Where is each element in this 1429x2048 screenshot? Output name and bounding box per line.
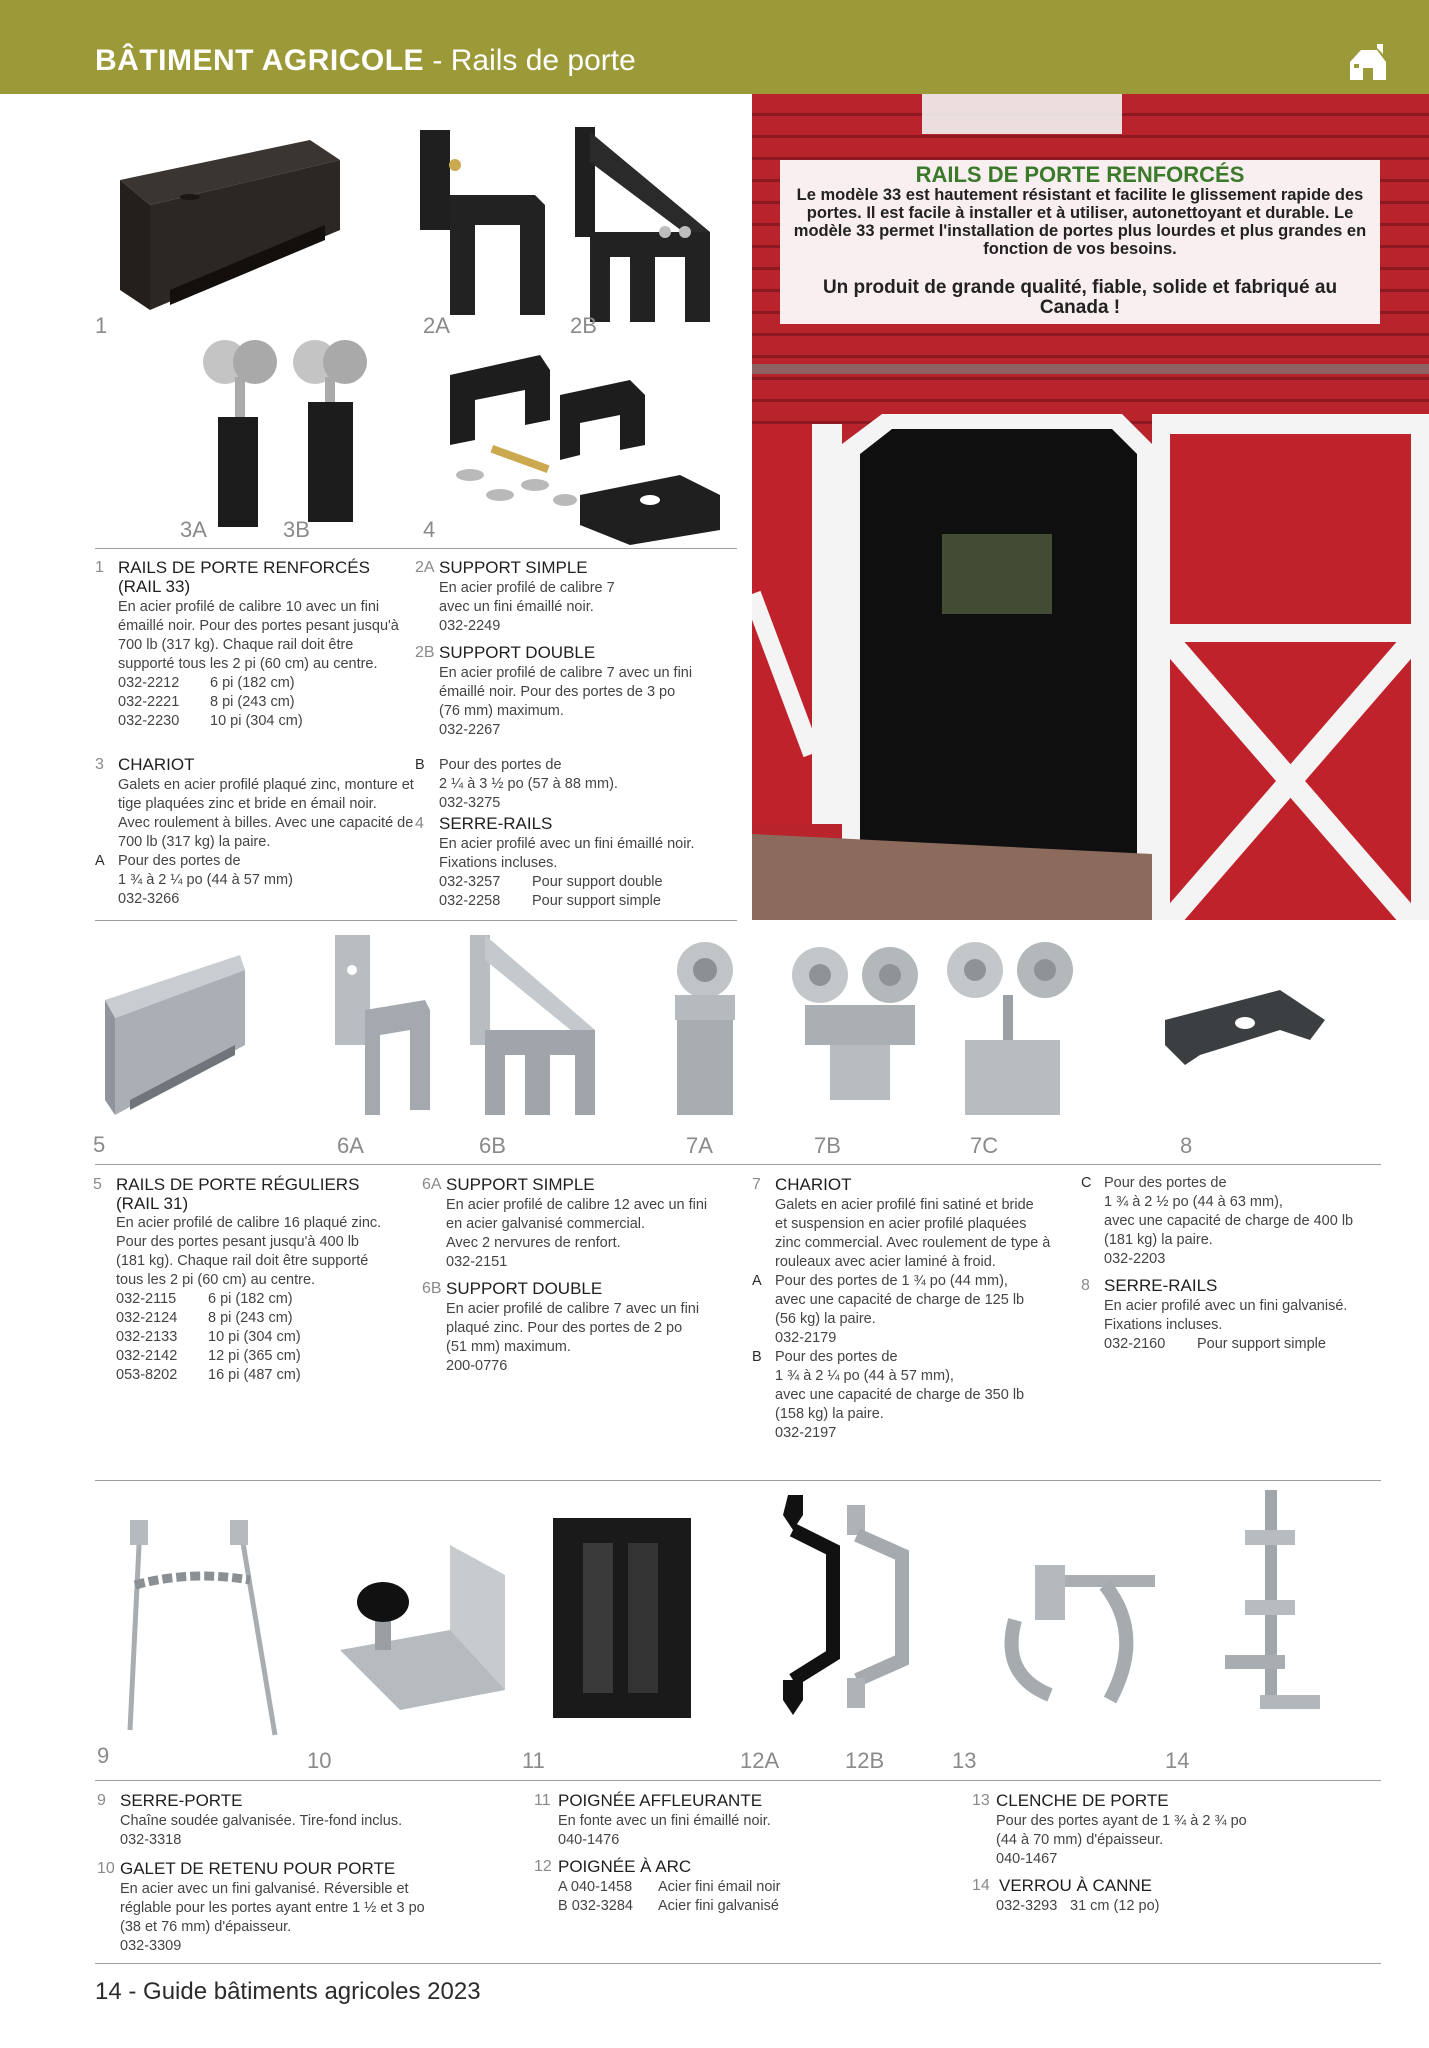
- item-number: 14: [972, 1877, 990, 1894]
- heavy-rail-image: [110, 120, 350, 320]
- item-description: En acier profilé avec un fini galvanisé. Fixations incluses.: [1104, 1298, 1348, 1333]
- item-title: SUPPORT DOUBLE: [439, 643, 596, 662]
- item-number: 2A: [415, 559, 435, 576]
- figure-label-2a: 2A: [423, 313, 450, 338]
- sku-detail: 6 pi (182 cm): [210, 675, 295, 691]
- sku-code: B 032-3284: [558, 1898, 633, 1914]
- trolley-black-image: [190, 337, 390, 537]
- sku-detail: 10 pi (304 cm): [208, 1329, 301, 1345]
- sku-detail: 31 cm (12 po): [1070, 1898, 1160, 1914]
- item-number: 6A: [422, 1176, 442, 1193]
- sku-row: [558, 1878, 781, 1897]
- item-title-sub: (RAIL 31): [116, 1194, 189, 1213]
- item-title: POIGNÉE AFFLEURANTE: [558, 1791, 763, 1810]
- sku-detail: Pour support double: [532, 874, 663, 890]
- sku-detail: 12 pi (365 cm): [208, 1348, 301, 1364]
- figure-label-3b: 3B: [283, 517, 310, 542]
- cane-bolt-image: [1220, 1490, 1325, 1715]
- sku-row: [116, 1366, 301, 1385]
- item-number: 2B: [415, 644, 435, 661]
- item-description: Galets en acier profilé plaqué zinc, monture et tige plaquées zinc et bride en émail noir. Avec roulement à billes. Avec une capacité de 700 lb (317 kg) la paire.: [118, 777, 414, 850]
- sku-row: [1104, 1335, 1326, 1354]
- sku-row: [116, 1347, 301, 1366]
- divider: [95, 1963, 1381, 1964]
- variant-description: Pour des portes de 1 ¾ po (44 mm), avec une capacité de charge de 125 lb (56 kg) la paire. 032-2179: [775, 1273, 1025, 1346]
- sku-detail: Pour support simple: [532, 893, 661, 909]
- sku-code: 032-2212: [118, 675, 180, 691]
- single-bracket-galvanized-image: [325, 930, 435, 1120]
- door-guide-roller-image: [320, 1540, 510, 1715]
- sku-code: 032-3293: [996, 1898, 1058, 1914]
- item-title: RAILS DE PORTE RÉGULIERS: [116, 1175, 360, 1194]
- sku-row: [439, 892, 661, 911]
- variant-description: Pour des portes de 2 ¼ à 3 ½ po (57 à 88 mm). 032-3275: [439, 757, 618, 811]
- trolley-7c-image: [945, 935, 1085, 1130]
- rail-clamp-galvanized-image: [1160, 985, 1330, 1070]
- item-description: En acier profilé de calibre 7 avec un fini émaillé noir. 032-2249: [439, 580, 615, 634]
- sku-row: [996, 1897, 1160, 1916]
- divider: [95, 1780, 1381, 1781]
- figure-label-6a: 6A: [337, 1133, 364, 1158]
- double-bracket-black-image: [570, 122, 720, 327]
- item-title: CLENCHE DE PORTE: [996, 1791, 1169, 1810]
- trolley-7a-image: [665, 935, 745, 1125]
- page-title-sub: - Rails de porte: [432, 44, 636, 77]
- item-number: 7: [752, 1176, 761, 1193]
- variant-description: Pour des portes de 1 ¾ à 2 ¼ po (44 à 57 mm), avec une capacité de charge de 350 lb (158 kg) la paire. 032-2197: [775, 1349, 1025, 1441]
- figure-label-6b: 6B: [479, 1133, 506, 1158]
- sku-code: 032-2160: [1104, 1336, 1166, 1352]
- sku-code: 032-2124: [116, 1310, 178, 1326]
- sku-row: [118, 674, 295, 693]
- barn-icon: [1347, 44, 1389, 82]
- sku-code: 032-2115: [116, 1291, 177, 1307]
- promo-body: Le modèle 33 est hautement résistant et facilite le glissement rapide des portes. Il est facile à installer et à utiliser, autonettoyant et durable. Le modèle 33 permet l'installation de portes plus lourdes et plus grandes en fonction de vos besoins.: [793, 186, 1367, 258]
- item-title: POIGNÉE À ARC: [558, 1857, 692, 1876]
- figure-label-12b: 12B: [845, 1748, 885, 1773]
- variant-label: B: [415, 757, 425, 773]
- variant-description: Pour des portes de 1 ¾ à 2 ¼ po (44 à 57 mm) 032-3266: [118, 853, 293, 907]
- figure-label-12a: 12A: [740, 1748, 780, 1773]
- sku-row: [116, 1290, 293, 1309]
- item-title: CHARIOT: [118, 755, 195, 774]
- item-number: 8: [1081, 1277, 1090, 1294]
- sku-row: [116, 1309, 293, 1328]
- sku-detail: Acier fini émail noir: [658, 1879, 781, 1895]
- item-number: 3: [95, 756, 104, 773]
- sku-detail: 6 pi (182 cm): [208, 1291, 293, 1307]
- flush-pull-handle-image: [553, 1518, 691, 1718]
- item-number: 11: [534, 1792, 551, 1809]
- door-latch-image: [995, 1525, 1165, 1710]
- figure-label-10: 10: [307, 1748, 332, 1773]
- sku-detail: Pour support simple: [1197, 1336, 1326, 1352]
- figure-label-2b: 2B: [570, 313, 597, 338]
- item-description: En fonte avec un fini émaillé noir. 040-1476: [558, 1813, 771, 1848]
- sku-code: 032-2133: [116, 1329, 178, 1345]
- sku-row: [558, 1897, 779, 1916]
- item-title: SUPPORT DOUBLE: [446, 1279, 603, 1298]
- regular-rail-image: [100, 950, 250, 1120]
- item-description: Chaîne soudée galvanisée. Tire-fond inclus. 032-3318: [120, 1813, 403, 1848]
- double-bracket-galvanized-image: [465, 930, 605, 1120]
- item-title: RAILS DE PORTE RENFORCÉS: [118, 558, 370, 577]
- item-title: CHARIOT: [775, 1175, 852, 1194]
- arc-handle-galvanized-image: [842, 1500, 922, 1715]
- rail-clamp-black-image: [430, 345, 730, 545]
- sku-detail: 8 pi (243 cm): [210, 694, 295, 710]
- item-description: En acier profilé de calibre 7 avec un fini émaillé noir. Pour des portes de 3 po (76 mm) maximum. 032-2267: [439, 665, 693, 738]
- item-number: 4: [415, 815, 424, 832]
- figure-label-8: 8: [1180, 1133, 1193, 1158]
- sku-code: 053-8202: [116, 1367, 178, 1383]
- divider: [95, 920, 737, 921]
- sku-row: [118, 712, 303, 731]
- sku-code: 032-2258: [439, 893, 501, 909]
- item-title: SERRE-PORTE: [120, 1791, 243, 1810]
- item-description: En acier profilé de calibre 10 avec un fini émaillé noir. Pour des portes pesant jusqu'à 700 lb (317 kg). Chaque rail doit être supporté tous les 2 pi (60 cm) au centre.: [118, 599, 399, 672]
- sku-code: 032-3257: [439, 874, 501, 890]
- figure-label-7b: 7B: [814, 1133, 841, 1158]
- sku-row: [439, 873, 663, 892]
- divider: [95, 1480, 1381, 1481]
- page-footer: 14 - Guide bâtiments agricoles 2023: [95, 1978, 481, 2005]
- sku-detail: 8 pi (243 cm): [208, 1310, 293, 1326]
- figure-label-7a: 7A: [686, 1133, 713, 1158]
- item-number: 10: [97, 1860, 115, 1877]
- divider: [95, 548, 737, 549]
- figure-label-7c: 7C: [970, 1133, 999, 1158]
- item-number: 9: [97, 1792, 106, 1809]
- item-title-sub: (RAIL 33): [118, 577, 191, 596]
- page-title: [95, 44, 636, 78]
- sku-detail: 16 pi (487 cm): [208, 1367, 301, 1383]
- sku-code: 032-2230: [118, 713, 180, 729]
- figure-label-4: 4: [423, 517, 436, 542]
- item-description: En acier profilé de calibre 7 avec un fini plaqué zinc. Pour des portes de 2 po (51 mm) maximum. 200-0776: [446, 1301, 700, 1374]
- item-title: SUPPORT SIMPLE: [446, 1175, 595, 1194]
- item-number: 12: [534, 1858, 552, 1875]
- promo-box: [780, 160, 1380, 324]
- item-description: En acier avec un fini galvanisé. Réversible et réglable pour les portes ayant entre 1 ½ et 3 po (38 et 76 mm) d'épaisseur. 032-3309: [120, 1881, 425, 1954]
- page-title-bold: BÂTIMENT AGRICOLE: [95, 44, 425, 77]
- sku-detail: 10 pi (304 cm): [210, 713, 303, 729]
- sku-code: 032-2142: [116, 1348, 178, 1364]
- item-number: 6B: [422, 1280, 442, 1297]
- sku-detail: Acier fini galvanisé: [658, 1898, 779, 1914]
- variant-label: A: [752, 1273, 762, 1289]
- item-number: 13: [972, 1792, 990, 1809]
- variant-label: B: [752, 1349, 762, 1365]
- figure-label-13: 13: [952, 1748, 977, 1773]
- item-title: GALET DE RETENU POUR PORTE: [120, 1859, 396, 1878]
- variant-label: C: [1081, 1175, 1092, 1191]
- item-title: VERROU À CANNE: [999, 1876, 1153, 1895]
- figure-label-1: 1: [95, 313, 108, 338]
- figure-label-3a: 3A: [180, 517, 207, 542]
- item-description: En acier profilé de calibre 12 avec un fini en acier galvanisé commercial. Avec 2 nervures de renfort. 032-2151: [446, 1197, 708, 1270]
- promo-tagline: Un produit de grande qualité, fiable, solide et fabriqué au Canada !: [822, 277, 1338, 318]
- variant-label: A: [95, 853, 105, 869]
- variant-description: Pour des portes de 1 ¾ à 2 ½ po (44 à 63 mm), avec une capacité de charge de 400 lb (181 kg) la paire. 032-2203: [1104, 1175, 1354, 1267]
- figure-label-11: 11: [522, 1748, 545, 1773]
- sku-row: [118, 693, 295, 712]
- door-closer-chain-image: [125, 1515, 285, 1740]
- item-description: En acier profilé de calibre 16 plaqué zinc. Pour des portes pesant jusqu'à 400 lb (181 kg). Chaque rail doit être supporté tous les 2 pi (60 cm) au centre.: [116, 1215, 382, 1288]
- sku-code: 032-2221: [118, 694, 180, 710]
- item-number: 1: [95, 559, 104, 576]
- item-title: SUPPORT SIMPLE: [439, 558, 588, 577]
- item-description: Pour des portes ayant de 1 ¾ à 2 ¾ po (44 à 70 mm) d'épaisseur. 040-1467: [996, 1813, 1247, 1867]
- item-title: SERRE-RAILS: [439, 814, 553, 833]
- item-title: SERRE-RAILS: [1104, 1276, 1218, 1295]
- sku-code: A 040-1458: [558, 1879, 633, 1895]
- divider: [95, 1164, 1381, 1165]
- sku-row: [116, 1328, 301, 1347]
- figure-label-9: 9: [97, 1743, 110, 1768]
- figure-label-14: 14: [1165, 1748, 1190, 1773]
- figure-label-5: 5: [93, 1132, 106, 1157]
- trolley-7b-image: [785, 935, 935, 1110]
- single-bracket-black-image: [415, 125, 555, 325]
- promo-title: RAILS DE PORTE RENFORCÉS: [915, 162, 1245, 187]
- item-description: Galets en acier profilé fini satiné et bride et suspension en acier profilé plaquées zinc commercial. Avec roulement de type à rouleaux avec acier laminé à froid.: [775, 1197, 1051, 1270]
- item-description: En acier profilé avec un fini émaillé noir. Fixations incluses.: [439, 836, 695, 871]
- item-number: 5: [93, 1176, 102, 1193]
